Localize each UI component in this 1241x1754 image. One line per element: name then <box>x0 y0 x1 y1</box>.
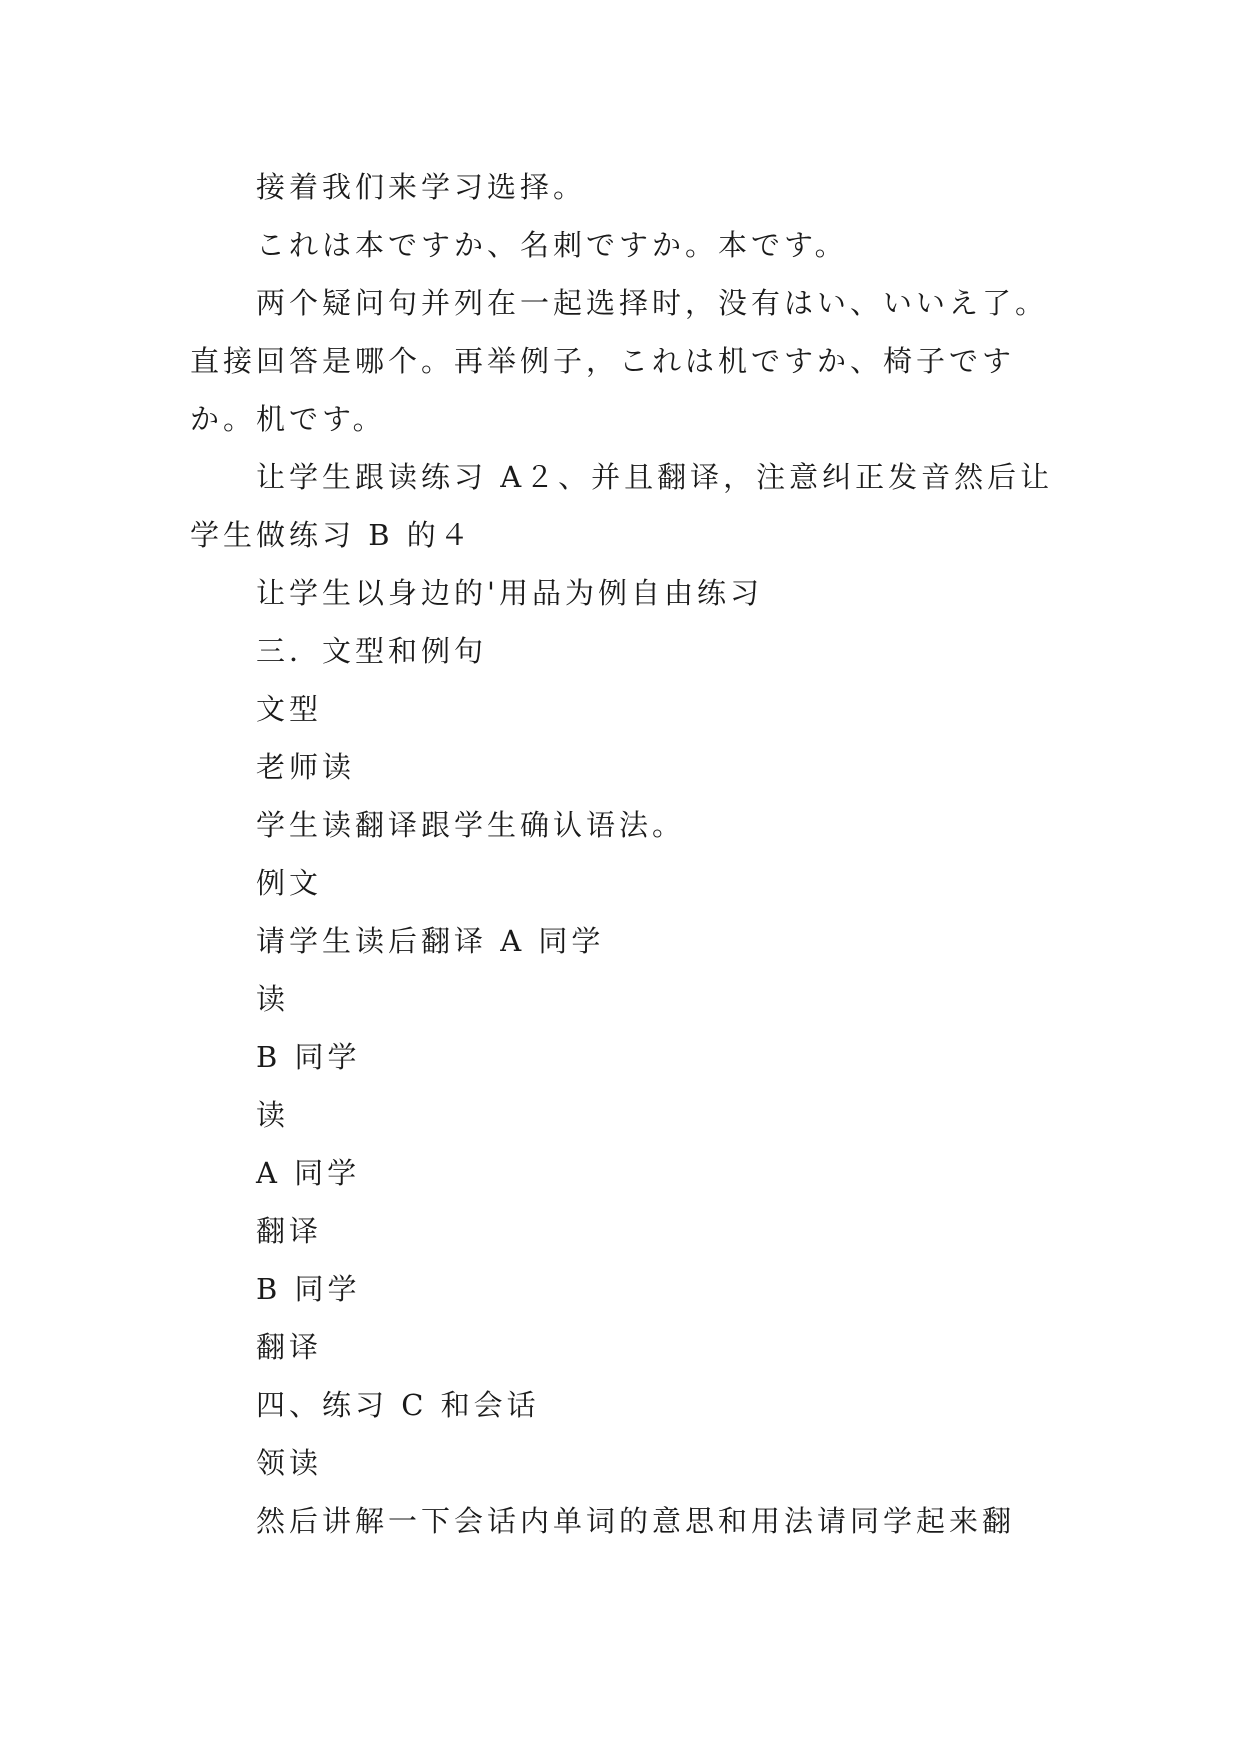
paragraph: B 同学 <box>256 1040 361 1074</box>
body-text <box>190 158 1070 1550</box>
section-heading: 四、练习 C 和会话 <box>256 1388 540 1422</box>
paragraph: 学生读翻译跟学生确认语法。 <box>256 808 686 842</box>
paragraph: 读 <box>256 982 290 1016</box>
paragraph: 老师读 <box>256 750 356 784</box>
paragraph: 例文 <box>256 866 323 900</box>
paragraph: 让学生跟读练习 A２、并且翻译，注意纠正发音然后让学生做练习 B 的４ <box>190 460 1054 552</box>
paragraph: 文型 <box>256 692 323 726</box>
paragraph: 接着我们来学习选择。 <box>256 170 587 204</box>
paragraph: 请学生读后翻译 A 同学 <box>256 924 605 958</box>
paragraph: 翻译 <box>256 1330 323 1364</box>
section-heading: 三．文型和例句 <box>256 634 488 668</box>
paragraph: 读 <box>256 1098 290 1132</box>
paragraph: B 同学 <box>256 1272 361 1306</box>
paragraph: 两个疑问句并列在一起选择时，没有はい、いいえ了。直接回答是哪个。再举例子，これは机ですか、椅子ですか。机です。 <box>190 286 1049 436</box>
paragraph: 让学生以身边的'用品为例自由练习 <box>256 576 763 610</box>
paragraph: 然后讲解一下会话内单词的意思和用法请同学起来翻 <box>256 1504 1016 1538</box>
paragraph: 翻译 <box>256 1214 323 1248</box>
paragraph: これは本ですか、名刺ですか。本です。 <box>256 228 848 262</box>
paragraph: 领读 <box>256 1446 323 1480</box>
paragraph: A 同学 <box>256 1156 361 1190</box>
